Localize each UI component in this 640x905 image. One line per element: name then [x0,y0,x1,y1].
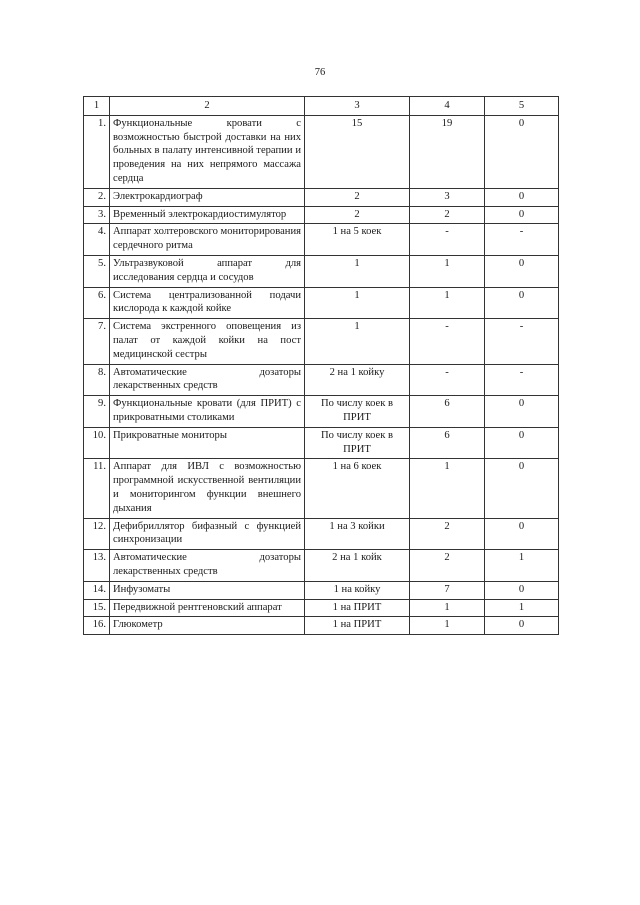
table-row [84,224,559,256]
shortage-quantity: 0 [485,518,559,550]
equipment-name: Прикроватные мониторы [110,427,305,459]
table-row [84,550,559,582]
required-quantity: 1 на ПРИТ [305,599,410,617]
table-row [84,364,559,396]
table-row [84,617,559,635]
equipment-name: Функциональные кровати (для ПРИТ) с прикроватными столиками [110,396,305,428]
required-quantity: По числу коек в ПРИТ [305,396,410,428]
row-number: 14. [84,581,110,599]
actual-quantity: 1 [410,617,485,635]
required-quantity: 1 [305,255,410,287]
row-number: 3. [84,206,110,224]
actual-quantity: 2 [410,206,485,224]
equipment-name: Глюкометр [110,617,305,635]
row-number: 13. [84,550,110,582]
required-quantity: 2 [305,188,410,206]
equipment-name: Инфузоматы [110,581,305,599]
equipment-name: Временный электрокардиостимулятор [110,206,305,224]
table-row [84,427,559,459]
equipment-name: Система централизованной подачи кислорода к каждой койке [110,287,305,319]
shortage-quantity: 0 [485,581,559,599]
actual-quantity: 1 [410,255,485,287]
required-quantity: 1 на 5 коек [305,224,410,256]
actual-quantity: 19 [410,115,485,188]
shortage-quantity: - [485,224,559,256]
shortage-quantity: 0 [485,396,559,428]
required-quantity: По числу коек в ПРИТ [305,427,410,459]
required-quantity: 2 на 1 койку [305,364,410,396]
actual-quantity: 6 [410,427,485,459]
table-row [84,459,559,518]
column-header: 4 [410,97,485,116]
required-quantity: 2 на 1 койк [305,550,410,582]
row-number: 8. [84,364,110,396]
row-number: 6. [84,287,110,319]
table-row [84,255,559,287]
table-row [84,396,559,428]
table-body [84,115,559,634]
page-number: 76 [314,67,326,78]
equipment-name: Аппарат для ИВЛ с возможностью программной искусственной вентиляции и мониторингом функции внешнего дыхания [110,459,305,518]
equipment-name: Автоматические дозаторы лекарственных средств [110,364,305,396]
table-row [84,581,559,599]
row-number: 10. [84,427,110,459]
table-row [84,206,559,224]
shortage-quantity: 0 [485,115,559,188]
actual-quantity: 1 [410,459,485,518]
shortage-quantity: 0 [485,255,559,287]
table-row [84,115,559,188]
shortage-quantity: 1 [485,550,559,582]
table-row [84,188,559,206]
required-quantity: 1 на койку [305,581,410,599]
table-row [84,599,559,617]
header-row [84,97,559,116]
actual-quantity: 3 [410,188,485,206]
equipment-name: Система экстренного оповещения из палат от каждой койки на пост медицинской сестры [110,319,305,364]
actual-quantity: 7 [410,581,485,599]
actual-quantity: 2 [410,518,485,550]
required-quantity: 1 на ПРИТ [305,617,410,635]
column-header: 1 [84,97,110,116]
row-number: 12. [84,518,110,550]
required-quantity: 15 [305,115,410,188]
row-number: 1. [84,115,110,188]
row-number: 4. [84,224,110,256]
shortage-quantity: - [485,364,559,396]
equipment-name: Передвижной рентгеновский аппарат [110,599,305,617]
equipment-name: Электрокардиограф [110,188,305,206]
required-quantity: 1 [305,287,410,319]
column-header: 5 [485,97,559,116]
row-number: 7. [84,319,110,364]
required-quantity: 1 на 3 койки [305,518,410,550]
equipment-name: Аппарат холтеровского мониторирования сердечного ритма [110,224,305,256]
shortage-quantity: 0 [485,188,559,206]
table-row [84,287,559,319]
column-header: 2 [110,97,305,116]
required-quantity: 2 [305,206,410,224]
shortage-quantity: 1 [485,599,559,617]
equipment-name: Дефибриллятор бифазный с функцией синхронизации [110,518,305,550]
row-number: 15. [84,599,110,617]
required-quantity: 1 на 6 коек [305,459,410,518]
actual-quantity: - [410,319,485,364]
shortage-quantity: 0 [485,206,559,224]
required-quantity: 1 [305,319,410,364]
shortage-quantity: - [485,319,559,364]
equipment-name: Функциональные кровати с возможностью быстрой доставки на них больных в палату интенсивной терапии и проведения на них непрямого массажа сердца [110,115,305,188]
actual-quantity: - [410,224,485,256]
row-number: 11. [84,459,110,518]
table-row [84,518,559,550]
row-number: 5. [84,255,110,287]
actual-quantity: 1 [410,287,485,319]
row-number: 9. [84,396,110,428]
row-number: 16. [84,617,110,635]
column-header: 3 [305,97,410,116]
actual-quantity: 6 [410,396,485,428]
actual-quantity: - [410,364,485,396]
actual-quantity: 1 [410,599,485,617]
row-number: 2. [84,188,110,206]
table-row [84,319,559,364]
shortage-quantity: 0 [485,617,559,635]
shortage-quantity: 0 [485,459,559,518]
actual-quantity: 2 [410,550,485,582]
equipment-name: Ультразвуковой аппарат для исследования сердца и сосудов [110,255,305,287]
equipment-table [83,96,559,635]
equipment-name: Автоматические дозаторы лекарственных средств [110,550,305,582]
shortage-quantity: 0 [485,287,559,319]
shortage-quantity: 0 [485,427,559,459]
